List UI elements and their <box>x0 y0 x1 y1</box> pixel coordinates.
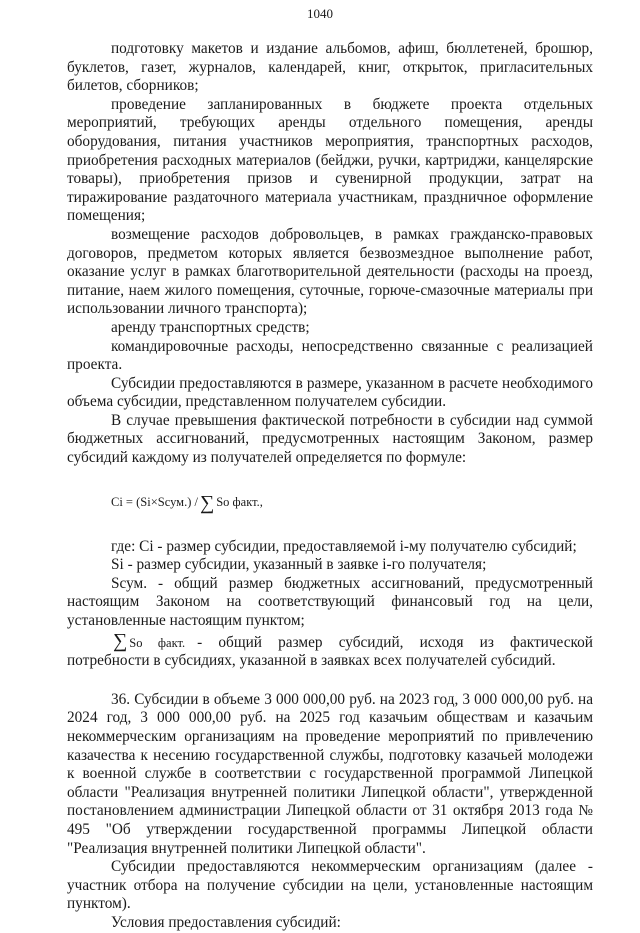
definition-ci: где: Ci - размер субсидии, предоставляемой i-му получателю субсидий; <box>111 537 577 555</box>
list-item: аренду транспортных средств; <box>111 318 310 336</box>
definition-si: Si - размер субсидии, указанный в заявке i-го получателя; <box>111 556 487 574</box>
sum-symbol: ∑ <box>113 629 128 652</box>
definition-ssum: Sсум. - общий размер бюджетных ассигнований, предусмотренный настоящим Законом на соответствующий финансовый год на цели, установленные настоящим пунктом; <box>67 574 593 630</box>
formula-left: Ci = (Si×Sсум.) / <box>111 495 198 510</box>
formula-right: So факт., <box>216 495 263 510</box>
paragraph-conditions: Условия предоставления субсидий: <box>111 913 341 931</box>
definition-so-text: - общий размер субсидий, исходя из фактической потребности в субсидиях, указанной в заявках всех получателей субсидий. <box>67 633 593 670</box>
document-body <box>67 40 593 933</box>
paragraph-amount: Субсидии предоставляются в размере, указанном в расчете необходимого объема субсидии, представленном получателем субсидии. <box>67 374 593 411</box>
definition-so-symbol: So факт. <box>129 635 186 650</box>
list-item: проведение запланированных в бюджете проекта отдельных мероприятий, требующих аренды отдельного помещения, аренды оборудования, питания участников мероприятия, транспортных расходов, приобретения расходных материалов (бейджи, ручки, картриджи, канцелярские товары), приобретения призов и сувенирной продукции, затрат на тиражирование раздаточного материала участникам, праздничное оформление помещения; <box>67 95 593 225</box>
page-number: 1040 <box>307 6 333 21</box>
section-36: 36. Субсидии в объеме 3 000 000,00 руб. на 2023 год, 3 000 000,00 руб. на 2024 год, 3 000 000,00 руб. на 2025 год казачьим обществам и казачьим некоммерческим организациям на проведение мероприятий по привлечению казачества к несению государственной службы, подготовку казачьей молодежи к военной службе в соответствии с государственной программой Липецкой области "Реализация внутренней политики Липецкой области", утвержденной постановлением администрации Липецкой области от 31 октября 2013 года № 495 "Об утверждении государственной программы Липецкой области "Реализация внутренней политики Липецкой области". <box>67 690 593 857</box>
definition-so <box>67 631 593 671</box>
list-item: командировочные расходы, непосредственно связанные с реализацией проекта. <box>67 337 593 374</box>
subsidy-formula <box>111 492 593 514</box>
list-item: подготовку макетов и издание альбомов, афиш, бюллетеней, брошюр, буклетов, газет, журналов, календарей, книг, открыток, пригласительных билетов, сборников; <box>67 40 593 95</box>
paragraph-nko: Субсидии предоставляются некоммерческим организациям (далее - участник отбора на получение субсидии на цели, установленные настоящим пунктом). <box>67 858 593 913</box>
paragraph-excess: В случае превышения фактической потребности в субсидии над суммой бюджетных ассигнований, предусмотренных настоящим Законом, размер субсидий каждому из получателей определяется по формуле: <box>67 411 593 467</box>
sum-symbol: ∑ <box>199 491 215 514</box>
list-item: возмещение расходов добровольцев, в рамках гражданско-правовых договоров, предметом которых является безвозмездное выполнение работ, оказание услуг в рамках благотворительной деятельности (расходы на проезд, питание, наем жилого помещения, суточные, горюче-смазочные материалы при использовании личного транспорта); <box>67 225 593 318</box>
